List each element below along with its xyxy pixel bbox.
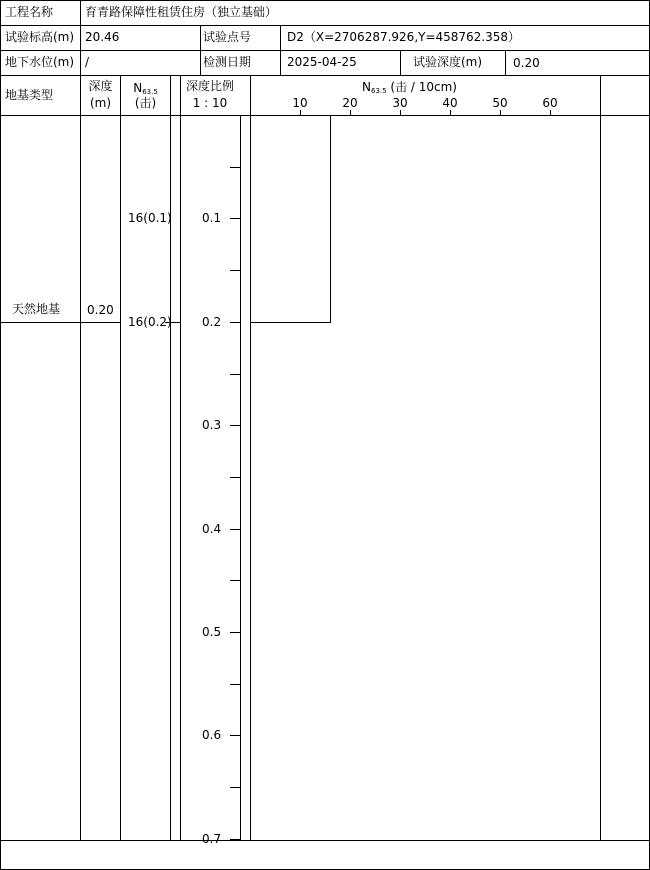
layer-depth-value: 0.20 [87,303,114,317]
depth-tick-label: 0.1 [202,211,222,226]
date-label: 检测日期 [203,55,252,69]
water-label: 地下水位(m) [5,55,75,69]
blow-count-label: 16(0.1) [128,211,172,226]
chart-axis-title: $N_{63.5}$ (击 / 10cm) [362,80,457,95]
x-tick-label: 30 [392,96,408,110]
x-tick-label: 50 [492,96,508,110]
blow-count-label: 16(0.2) [128,314,172,329]
blow-count-unit: (击) [134,96,157,110]
depth-tick-label: 0.4 [202,521,222,536]
point-value: D2（X=2706287.926,Y=458762.358） [287,30,521,44]
point-label: 试验点号 [203,30,252,44]
depth-tick-label: 0.5 [202,625,222,639]
foundation-type-header: 地基类型 [5,88,54,102]
project-label: 工程名称 [5,5,54,19]
blow-count-header: $N_{63.5}$ [133,81,158,96]
date-value: 2025-04-25 [287,55,357,69]
project-value: 育青路保障性租赁住房（独立基础） [85,5,278,19]
depth-label: 试验深度(m) [413,55,483,69]
depth-tick-label: 0.2 [202,314,222,329]
depth-scale-ratio: 1 : 10 [192,96,228,110]
depth-tick-label: 0.7 [202,831,222,846]
depth-scale-header: 深度比例 [185,79,234,93]
blow-count-line [250,115,331,323]
depth-value: 0.20 [513,56,540,70]
x-tick-label: 60 [542,96,558,110]
water-value: / [85,55,90,69]
foundation-type-value: 天然地基 [12,302,61,316]
x-tick-label: 10 [292,96,308,110]
depth-tick-label: 0.6 [202,728,222,743]
elevation-value: 20.46 [85,30,120,44]
x-tick-label: 40 [442,96,458,110]
elevation-label: 试验标高(m) [5,30,75,44]
depth-tick-label: 0.3 [202,418,222,433]
depth-header-line2: (m) [89,96,112,110]
x-tick-label: 20 [342,96,358,110]
depth-header-line1: 深度 [88,79,113,93]
